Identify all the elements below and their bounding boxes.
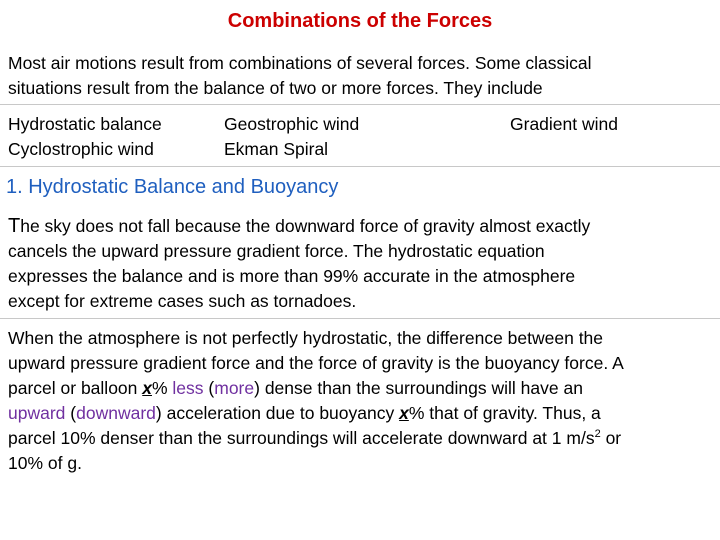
- paragraph-line: except for extreme cases such as tornadoes.: [8, 291, 357, 311]
- paragraph-line: expresses the balance and is more than 99% accurate in the atmosphere: [8, 266, 576, 286]
- line-text: parcel or balloon: [8, 378, 143, 398]
- variable-x: x: [399, 403, 409, 423]
- buoyancy-paragraph: [8, 326, 716, 476]
- hydrostatic-paragraph: [8, 214, 712, 314]
- line-text: parcel 10% denser than the surroundings will accelerate downward at 1 m/s: [8, 428, 595, 448]
- paragraph-line: [8, 214, 712, 239]
- intro-line: Most air motions result from combinations of several forces. Some classical: [8, 53, 592, 73]
- paragraph-line: upward pressure gradient force and the force of gravity is the buoyancy force. A: [8, 353, 624, 373]
- paragraph-line: [8, 426, 716, 451]
- forces-column-2: [224, 112, 359, 162]
- drop-letter: T: [8, 215, 21, 237]
- forces-column-1: [8, 112, 162, 162]
- line-text: (: [203, 378, 215, 398]
- line-text: (: [65, 403, 77, 423]
- variable-x: x: [142, 378, 152, 398]
- divider: [0, 104, 720, 105]
- force-item: Cyclostrophic wind: [8, 139, 154, 159]
- forces-column-3: [510, 112, 618, 137]
- force-item: Hydrostatic balance: [8, 114, 162, 134]
- paragraph-line: [8, 376, 716, 401]
- line-text: or: [600, 428, 622, 448]
- intro-paragraph: [8, 51, 708, 101]
- paragraph-line: 10% of g.: [8, 453, 82, 473]
- line-text: ) acceleration due to buoyancy: [155, 403, 400, 423]
- force-item: Gradient wind: [510, 114, 618, 134]
- paragraph-line: [8, 401, 716, 426]
- page-title: Combinations of the Forces: [227, 10, 493, 32]
- line-text: %: [151, 378, 173, 398]
- line-text: % that of gravity. Thus, a: [408, 403, 601, 423]
- downward-word: downward: [76, 403, 156, 423]
- divider: [0, 318, 720, 319]
- line-text: he sky does not fall because the downward force of gravity almost exactly: [20, 216, 591, 236]
- intro-line: situations result from the balance of two or more forces. They include: [8, 78, 543, 98]
- force-item: Ekman Spiral: [224, 139, 329, 159]
- superscript: 2: [594, 428, 601, 441]
- upward-word: upward: [8, 403, 66, 423]
- line-text: ) dense than the surroundings will have an: [254, 378, 583, 398]
- paragraph-line: When the atmosphere is not perfectly hydrostatic, the difference between the: [8, 328, 604, 348]
- divider: [0, 166, 720, 167]
- paragraph-line: cancels the upward pressure gradient force. The hydrostatic equation: [8, 241, 545, 261]
- section-heading: 1. Hydrostatic Balance and Buoyancy: [6, 176, 339, 198]
- less-word: less: [172, 378, 204, 398]
- force-item: Geostrophic wind: [224, 114, 360, 134]
- more-word: more: [214, 378, 255, 398]
